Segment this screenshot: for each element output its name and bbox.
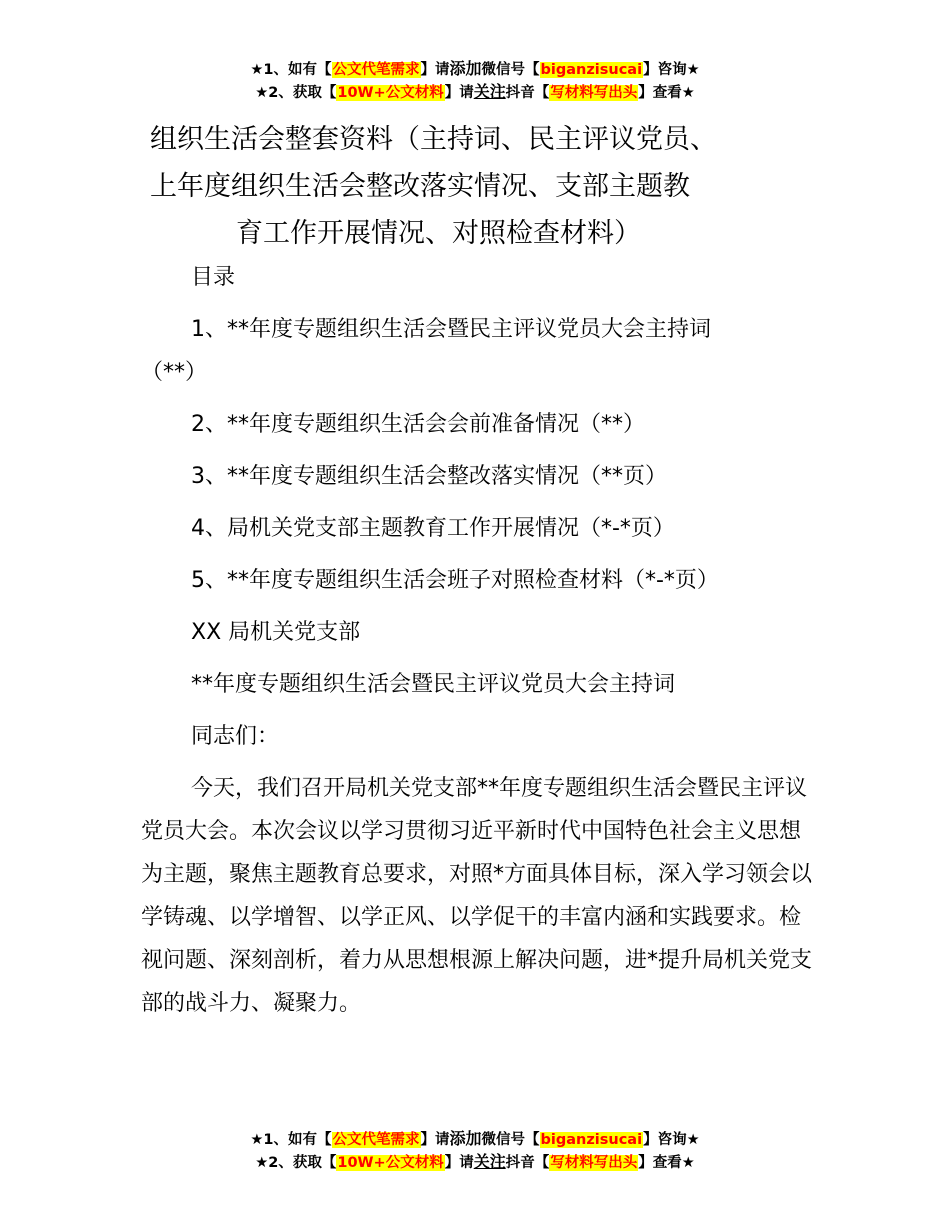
toc-item: 3、**年度专题组织生活会整改落实情况（**页）: [191, 464, 667, 489]
banner-highlight: 10W+公文材料: [337, 1155, 444, 1171]
org-name: XX 局机关党支部: [191, 620, 361, 645]
footer-banner: [0, 1128, 950, 1174]
toc-item-continuation: （**）: [141, 360, 208, 385]
document-body: [141, 256, 821, 1034]
banner-text: 】查看★: [638, 85, 695, 101]
toc-item: 1、**年度专题组织生活会暨民主评议党员大会主持词: [191, 317, 711, 342]
banner-emphasis: 关注: [473, 82, 506, 101]
body-paragraph: 今天，我们召开局机关党支部**年度专题组织生活会暨民主评议党员大会。本次会议以学习贯彻习近平新时代中国特色社会主义思想为主题，聚焦主题教育总要求，对照*方面具体目标，深入学习领会以学铸魂、以学增智、以学正风、以学促干的丰富内涵和实践要求。检视问题、深刻剖析，着力从思想根源上解决问题，进*提升局机关党支部的战斗力、凝聚力。: [141, 776, 813, 1016]
banner-line-1: [0, 1128, 950, 1151]
banner-text: 】请: [444, 1155, 474, 1171]
banner-text: 】请: [420, 1132, 450, 1148]
banner-highlight: biganzisucai: [540, 1132, 643, 1148]
toc-heading: 目录: [191, 265, 236, 290]
section-title: **年度专题组织生活会暨民主评议党员大会主持词: [191, 672, 676, 697]
banner-text: 】咨询★: [643, 62, 700, 78]
salutation: 同志们：: [191, 724, 280, 749]
document-title: [150, 116, 850, 257]
title-line: 组织生活会整套资料（主持词、民主评议党员、: [150, 124, 717, 155]
banner-highlight: 公文代笔需求: [332, 62, 420, 78]
banner-text: 微信号【: [481, 1132, 540, 1148]
banner-text: 微信号【: [481, 62, 540, 78]
toc-item: 2、**年度专题组织生活会会前准备情况（**）: [191, 412, 645, 437]
banner-emphasis: 关注: [473, 1152, 506, 1171]
toc-item: 4、局机关党支部主题教育工作开展情况（*-*页）: [191, 516, 675, 541]
banner-text: 】请: [420, 62, 450, 78]
title-line: 育工作开展情况、对照检查材料）: [236, 218, 641, 249]
banner-highlight: biganzisucai: [540, 62, 643, 78]
toc-item: 5、**年度专题组织生活会班子对照检查材料（*-*页）: [191, 568, 719, 593]
banner-line-2: [0, 81, 950, 104]
banner-highlight: 10W+公文材料: [337, 85, 444, 101]
banner-emphasis: 添加: [449, 59, 482, 78]
banner-text: 】查看★: [638, 1155, 695, 1171]
banner-highlight: 写材料写出头: [550, 85, 638, 101]
banner-line-1: [0, 58, 950, 81]
title-line: 上年度组织生活会整改落实情况、支部主题教: [150, 171, 690, 202]
banner-text: ★1、如有【: [250, 1132, 332, 1148]
banner-text: 】咨询★: [643, 1132, 700, 1148]
banner-text: 抖音【: [505, 85, 550, 101]
banner-highlight: 写材料写出头: [550, 1155, 638, 1171]
banner-emphasis: 添加: [449, 1129, 482, 1148]
banner-text: 抖音【: [505, 1155, 550, 1171]
banner-text: 】请: [444, 85, 474, 101]
header-banner: [0, 58, 950, 104]
banner-line-2: [0, 1151, 950, 1174]
banner-highlight: 公文代笔需求: [332, 1132, 420, 1148]
banner-text: ★1、如有【: [250, 62, 332, 78]
banner-text: ★2、获取【: [255, 85, 337, 101]
banner-text: ★2、获取【: [255, 1155, 337, 1171]
